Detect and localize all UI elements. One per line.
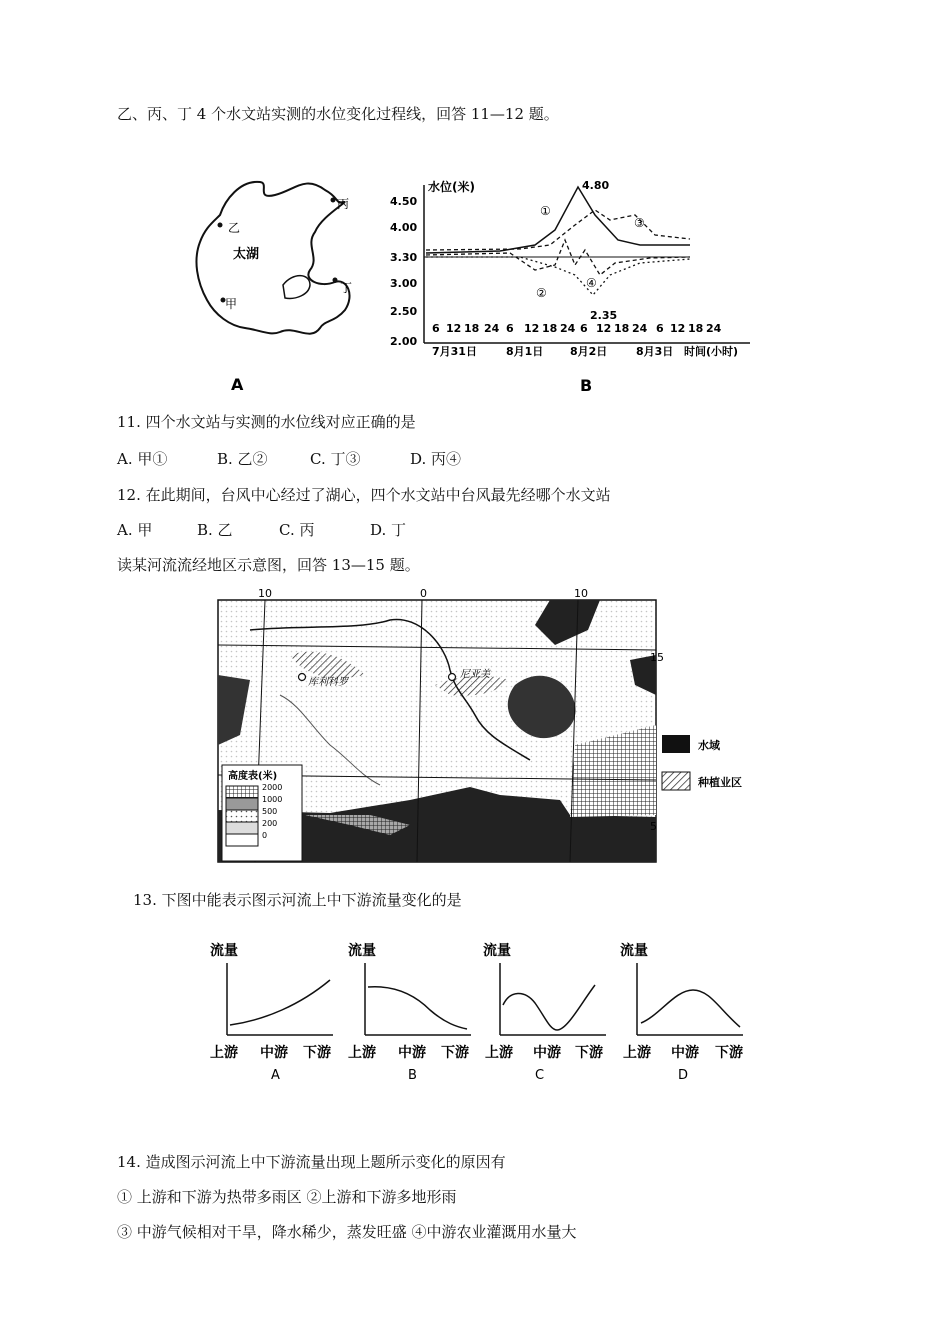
chart-c-caption: C	[535, 1068, 545, 1083]
option-a[interactable]: A. 甲①	[117, 450, 168, 468]
station-bing: 丙	[337, 197, 350, 211]
chart-a-ylabel: 流量	[210, 943, 238, 959]
date-label: 8月1日	[506, 345, 544, 358]
option-d[interactable]: D. 丁	[370, 521, 407, 539]
chart-a-xlabel: 中游	[260, 1045, 288, 1061]
elevation-legend	[222, 765, 302, 861]
question-14-stem: 14. 造成图示河流上中下游流量出现上题所示变化的原因有	[117, 1153, 506, 1171]
date-label: 8月3日	[636, 345, 674, 358]
hour-tick: 18	[688, 322, 704, 335]
caption-b: B	[580, 376, 593, 395]
meridian-label: 10	[574, 587, 588, 600]
elevation-level: 2000	[262, 783, 283, 792]
meridian-label: 10	[258, 587, 272, 600]
flow-charts	[205, 935, 765, 1085]
station-yi: 乙	[228, 221, 241, 235]
x-axis-label: 时间(小时)	[684, 345, 739, 358]
y-tick: 3.30	[390, 251, 418, 264]
line-marker-4: ④	[586, 276, 597, 290]
line-marker-2: ②	[536, 286, 547, 300]
hour-tick: 18	[464, 322, 480, 335]
question-13-stem: 13. 下图中能表示图示河流上中下游流量变化的是	[133, 891, 462, 909]
option-a[interactable]: A. 甲	[117, 521, 153, 539]
river-region-map	[210, 585, 780, 870]
line-marker-1: ①	[540, 204, 551, 218]
elevation-level: 200	[262, 819, 278, 828]
chart-c-curve	[503, 985, 595, 1030]
y-axis-label: 水位(米)	[428, 180, 475, 194]
hour-tick: 12	[446, 322, 462, 335]
chart-b-xlabel: 中游	[398, 1045, 426, 1061]
chart-a-caption: A	[271, 1068, 280, 1083]
hour-tick: 24	[484, 322, 500, 335]
city-label: 尼亚美	[460, 669, 490, 680]
option-d[interactable]: D. 丙④	[410, 450, 462, 468]
station-jia: 甲	[225, 297, 238, 311]
question-11-stem: 11. 四个水文站与实测的水位线对应正确的是	[117, 413, 416, 431]
question-12-stem: 12. 在此期间，台风中心经过了湖心，四个水文站中台风最先经哪个水文站	[117, 486, 611, 504]
hour-tick: 6	[580, 322, 588, 335]
intro-11-12: 乙、丙、丁 4 个水文站实测的水位变化过程线，回答 11—12 题。	[117, 105, 559, 123]
trough-label: 2.35	[590, 309, 618, 322]
chart-d-xlabel: 下游	[715, 1045, 743, 1061]
chart-a-curve	[230, 980, 330, 1025]
date-label: 7月31日	[432, 345, 477, 358]
figure-a-lake-map	[185, 170, 385, 395]
y-tick: 4.00	[390, 221, 418, 234]
date-label: 8月2日	[570, 345, 608, 358]
chart-b-xlabel: 上游	[348, 1045, 376, 1061]
question-14-statements-2: ③ 中游气候相对干旱，降水稀少，蒸发旺盛 ④中游农业灌溉用水量大	[117, 1223, 577, 1241]
elevation-level: 0	[262, 831, 268, 840]
hour-tick: 24	[560, 322, 576, 335]
chart-b-ylabel: 流量	[348, 943, 376, 959]
chart-b-curve	[368, 987, 467, 1029]
lake-label: 太湖	[233, 247, 260, 262]
option-c[interactable]: C. 丁③	[310, 450, 361, 468]
chart-b-caption: B	[408, 1068, 417, 1083]
hour-tick: 6	[656, 322, 664, 335]
option-b[interactable]: B. 乙②	[217, 450, 268, 468]
chart-a-xlabel: 上游	[210, 1045, 238, 1061]
chart-b-xlabel: 下游	[441, 1045, 469, 1061]
chart-d-ylabel: 流量	[620, 943, 648, 959]
question-11-options	[117, 449, 461, 469]
figure-b-water-level-chart	[360, 175, 780, 397]
chart-d-xlabel: 上游	[623, 1045, 651, 1061]
elevation-level: 500	[262, 807, 278, 816]
hour-tick: 18	[614, 322, 630, 335]
parallel-label: 5	[650, 820, 657, 833]
hour-tick: 12	[596, 322, 612, 335]
elevation-title: 高度表(米)	[228, 771, 278, 782]
legend-water: 水域	[698, 739, 720, 752]
y-tick: 2.50	[390, 305, 418, 318]
series-line-3	[426, 210, 690, 250]
hour-tick: 6	[506, 322, 514, 335]
chart-c-xlabel: 下游	[575, 1045, 603, 1061]
question-12-options	[117, 520, 406, 540]
chart-a-xlabel: 下游	[303, 1045, 331, 1061]
hour-tick: 18	[542, 322, 558, 335]
hour-tick: 6	[432, 322, 440, 335]
chart-d-caption: D	[678, 1068, 689, 1083]
chart-d-curve	[641, 990, 740, 1027]
hour-tick: 24	[632, 322, 648, 335]
caption-a: A	[231, 375, 244, 394]
y-tick: 4.50	[390, 195, 418, 208]
series-line-4	[426, 257, 690, 295]
farm-legend-swatch	[662, 772, 690, 790]
hour-tick: 12	[670, 322, 686, 335]
series-line-1	[426, 187, 690, 253]
y-tick: 2.00	[390, 335, 418, 348]
chart-c-xlabel: 中游	[533, 1045, 561, 1061]
option-b[interactable]: B. 乙	[197, 521, 233, 539]
question-14-statements-1: ① 上游和下游为热带多雨区 ②上游和下游多地形雨	[117, 1188, 457, 1206]
meridian-label: 0	[420, 587, 427, 600]
peak-label: 4.80	[582, 179, 610, 192]
y-tick: 3.00	[390, 277, 418, 290]
hour-tick: 12	[524, 322, 540, 335]
intro-13-15: 读某河流流经地区示意图，回答 13—15 题。	[117, 556, 420, 574]
line-marker-3: ③	[634, 216, 645, 230]
chart-c-xlabel: 上游	[485, 1045, 513, 1061]
parallel-label: 15	[650, 651, 664, 664]
chart-d-xlabel: 中游	[671, 1045, 699, 1061]
option-c[interactable]: C. 丙	[279, 521, 315, 539]
chart-c-ylabel: 流量	[483, 943, 511, 959]
elevation-level: 1000	[262, 795, 283, 804]
hour-tick: 24	[706, 322, 722, 335]
water-legend-swatch	[662, 735, 690, 753]
legend-farmland: 种植业区	[698, 776, 742, 789]
station-ding: 丁	[340, 281, 353, 295]
city-label: 库利科罗	[308, 677, 348, 688]
